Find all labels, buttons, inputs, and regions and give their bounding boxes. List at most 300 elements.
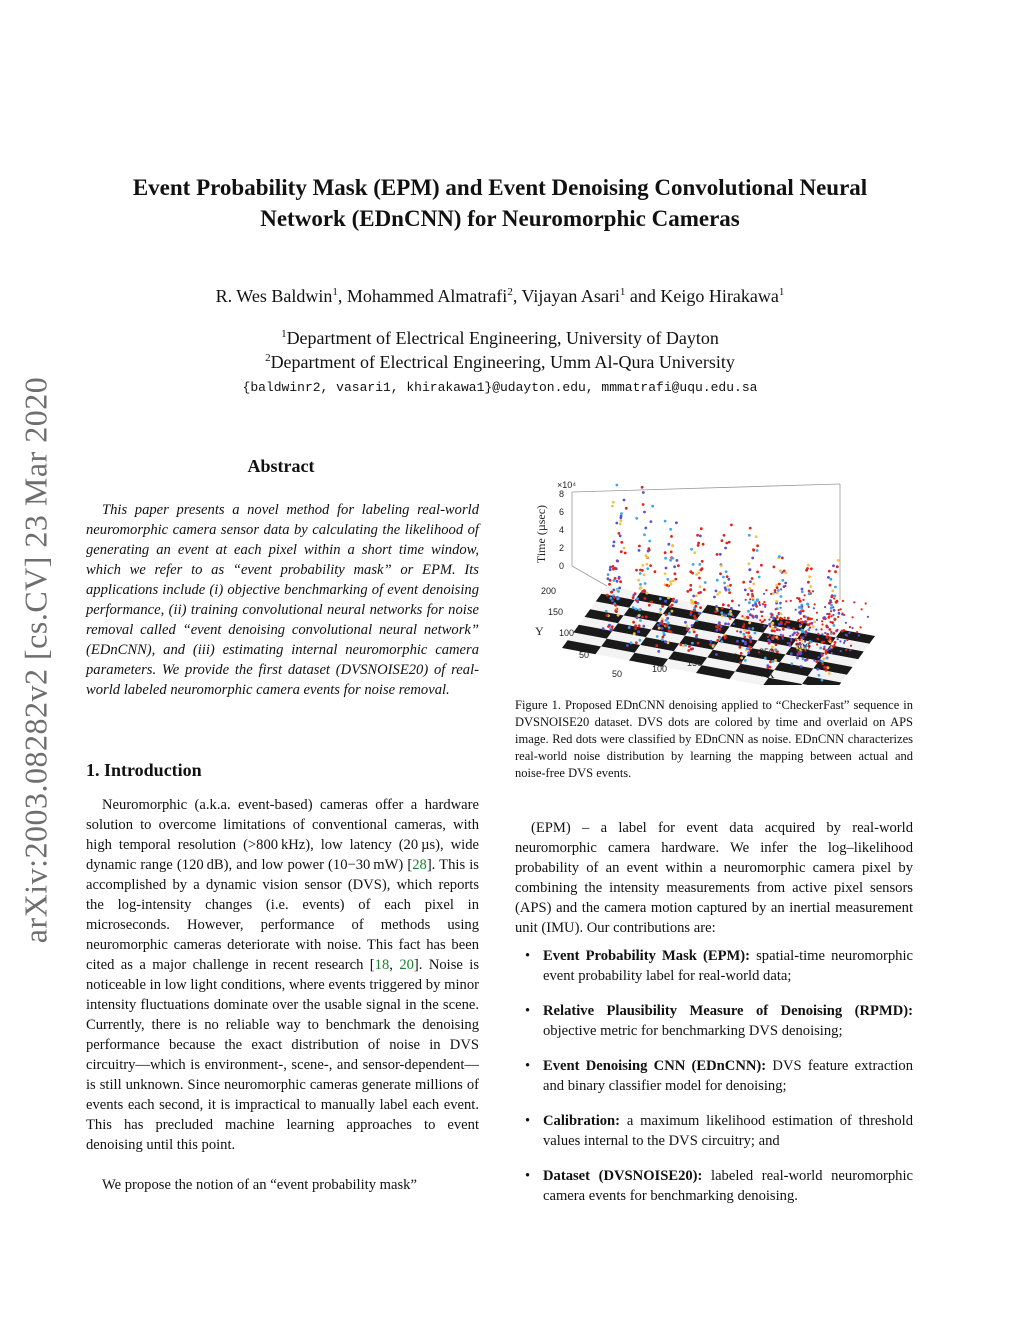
event-dot [747,610,750,613]
event-dot [799,639,801,641]
event-dot [670,551,673,554]
contribution-description: DVS feature extraction and binary classifier model for denoising; [543,1058,913,1094]
event-dot [640,586,643,589]
event-dot [763,601,765,603]
event-dot [644,527,647,530]
event-dot [743,623,745,625]
event-dot [808,592,811,595]
event-dot [756,571,759,574]
event-dot [626,644,629,647]
event-dot [829,621,831,623]
event-dot [684,621,687,624]
event-dot [812,590,814,592]
event-dot [773,566,776,569]
event-dot [756,544,759,547]
contribution-title: Event Denoising CNN (EDnCNN): [543,1058,767,1074]
author-name: Keigo Hirakawa [660,286,779,306]
event-dot [746,616,749,619]
contribution-item [515,946,913,986]
event-dot [634,627,637,630]
event-dot [755,535,758,538]
event-dot [624,552,627,555]
event-dot [747,593,750,596]
event-dot [822,617,824,619]
event-dot [633,632,636,635]
event-dot [769,661,772,664]
contribution-item [515,1056,913,1096]
event-dot [716,593,719,596]
event-dot [834,595,837,598]
event-dot [612,501,615,504]
event-dot [672,580,675,583]
event-dot [781,636,783,638]
event-dot [638,624,641,627]
affiliation-text: Department of Electrical Engineering, University of Dayton [286,328,719,348]
event-dot [674,572,677,575]
event-dot [686,590,689,593]
event-dot [836,565,839,568]
event-dot [648,540,651,543]
event-dot [739,631,742,634]
event-dot [643,533,646,536]
event-dot [807,603,810,606]
event-dot [662,632,665,635]
citation-link[interactable]: 20 [399,957,414,973]
event-dot [830,615,832,617]
author-separator: and [625,286,661,306]
event-dot [823,641,825,643]
event-dot [834,586,837,589]
event-dot [823,666,826,669]
event-dot [836,629,838,631]
event-dot [667,641,670,644]
author-name: Vijayan Asari [521,286,620,306]
event-dot [801,588,804,591]
event-dot [830,610,832,612]
event-dot [691,572,694,575]
event-dot [773,617,776,620]
event-dot [605,610,608,613]
event-dot [762,603,764,605]
event-dot [785,600,787,602]
event-dot [659,608,662,611]
x-tick-label: 50 [612,669,623,679]
citation-link[interactable]: 28 [412,857,427,873]
event-dot [650,601,653,604]
event-dot [783,570,786,573]
event-dot [747,634,750,637]
z-axis-label: Time (µsec) [534,504,548,564]
event-dot [780,634,782,636]
event-dot [796,634,798,636]
x-tick-label: 100 [652,664,668,674]
event-dot [743,633,746,636]
z-tick-label: 8 [559,489,565,499]
event-dot [727,578,730,581]
event-dot [833,609,836,612]
event-dot [638,549,641,552]
event-dot [715,605,718,608]
event-dot [616,484,619,487]
event-dot [811,618,813,620]
event-dot [832,606,834,608]
event-dot [638,608,641,611]
event-dot [664,551,667,554]
event-dot [752,595,754,597]
event-dot [821,620,823,622]
event-dot [817,633,819,635]
event-dot [619,580,622,583]
event-dot [661,638,664,641]
event-dot [802,636,805,639]
event-dot [828,616,831,619]
event-dot [827,639,829,641]
event-dot [641,569,644,572]
event-dot [848,632,850,634]
event-dot [642,625,645,628]
event-dot [834,618,837,621]
event-dot [748,601,751,604]
title-line-1: Event Probability Mask (EPM) and Event Denoising Convolutional Neural [132,175,868,200]
event-dot [720,564,723,567]
event-dot [666,578,669,581]
event-dot [821,660,824,663]
event-dot [727,623,730,626]
event-dot [845,622,847,624]
event-dot [818,674,821,677]
event-dot [724,622,727,625]
event-dot [620,515,623,518]
event-dot [830,631,832,633]
event-dot [615,522,618,525]
event-dot [842,600,844,602]
event-dot [691,624,694,627]
event-dot [771,629,774,632]
event-dot [725,570,728,573]
event-dot [761,621,763,623]
event-dot [833,624,836,627]
event-dot [748,534,751,537]
event-dot [784,582,787,585]
event-dot [639,619,642,622]
event-dot [664,520,667,523]
event-dot [721,539,724,542]
y-tick-label: 50 [579,650,590,660]
event-dot [812,625,815,628]
event-dot [729,610,732,613]
citation-link[interactable]: 18 [374,957,390,973]
contribution-description: objective metric for benchmarking DVS denoising; [543,1023,843,1039]
event-dot [846,639,848,641]
event-dot [686,625,689,628]
event-dot [618,576,621,579]
event-dot [784,585,786,587]
event-dot [716,553,719,556]
event-dot [713,596,716,599]
event-dot [845,634,847,636]
event-dot [778,613,780,615]
event-dot [799,624,801,626]
z-tick-label: 6 [559,507,565,517]
event-dot [816,643,818,645]
event-dot [611,625,614,628]
event-dot [747,631,750,634]
event-dot [671,557,674,560]
event-dot [632,594,635,597]
event-dot [724,586,727,589]
y-tick-label: 100 [559,628,575,638]
event-dot [659,597,662,600]
event-dot [641,486,644,489]
event-dot [639,639,642,642]
event-dot [749,527,752,530]
event-dot [667,621,670,624]
event-dot [784,623,786,625]
event-dot [821,623,823,625]
bullet-icon: • [525,1113,531,1129]
event-dot [752,617,754,619]
event-dot [826,613,828,615]
event-dot [646,592,649,595]
event-dot [809,627,811,629]
event-dot [716,579,719,582]
right-column-paragraph: (EPM) – a label for event data acquired by real-world neuromorphic camera hardware. We infer the log–likelihood probability of an event within a neuromorphic camera pixel by combining the intensity measurements from active pixel sensors (APS) and the camera motion captured by an inertial measurement unit (IMU). Our contributions are: [515,820,913,936]
event-dot [623,499,626,502]
event-dot [719,628,722,631]
event-dot [739,662,742,665]
y-axis-label: Y [535,624,544,638]
event-dot [804,594,806,596]
event-dot [861,608,863,610]
event-dot [787,642,789,644]
event-dot [744,589,747,592]
event-dot [807,618,809,620]
section-heading-introduction: 1. Introduction [86,760,202,780]
event-dot [733,623,735,625]
author-affiliation-mark: 1 [619,286,626,298]
event-dot [796,657,799,660]
event-dot [762,611,764,613]
event-dot [611,505,614,508]
event-dot [774,591,776,593]
contributions-list [515,946,913,1221]
event-dot [728,588,731,591]
event-dot [659,622,662,625]
event-dot [856,631,858,633]
author-affiliation-mark: 1 [332,286,338,298]
event-dot [780,588,782,590]
event-dot [727,604,730,607]
contribution-description: labeled real-world neuromorphic camera events for benchmarking denoising. [543,1168,913,1204]
event-dot [837,616,839,618]
event-dot [780,613,783,616]
event-dot [748,568,751,571]
figure-1-caption: Figure 1. Proposed EDnCNN denoising applied to “CheckerFast” sequence in DVSNOISE20 dataset. DVS dots are colored by time and overlaid on APS image. Red dots were classified by EDnCNN as noise. EDnCNN characterizes real-world noise distribution by learning the mapping between actual and noise-free DVS events. [515,698,913,780]
event-dot [662,623,665,626]
event-dot [815,660,818,663]
event-dot [823,646,825,648]
event-dot [748,587,751,590]
event-dot [695,602,698,605]
event-dot [689,584,692,587]
event-dot [751,577,754,580]
event-dot [728,541,731,544]
event-dot [639,572,642,575]
event-dot [829,647,832,650]
event-dot [718,591,721,594]
author-list [80,286,920,307]
event-dot [840,608,842,610]
event-dot [699,606,702,609]
contribution-item [515,1001,913,1041]
event-dot [800,618,802,620]
event-dot [661,627,664,630]
event-dot [820,653,822,655]
event-dot [616,580,619,583]
event-dot [844,640,846,642]
event-dot [758,601,760,603]
event-dot [811,641,813,643]
event-dot [704,581,707,584]
event-dot [672,598,675,601]
event-dot [632,606,635,609]
event-dot [804,620,806,622]
event-dot [837,559,840,562]
event-dot [614,567,617,570]
event-dot [728,591,731,594]
event-dot [719,553,722,556]
event-dot [721,640,724,643]
event-dot [754,632,757,635]
event-dot [716,629,719,632]
event-dot [651,505,654,508]
event-dot [769,634,771,636]
event-dot [816,619,818,621]
event-dot [825,652,828,655]
event-dot [639,583,642,586]
z-tick-label: 2 [559,543,565,553]
event-dot [772,660,775,663]
event-dot [723,613,726,616]
event-dot [749,637,752,640]
event-dot [751,615,753,617]
event-dot [607,577,610,580]
event-dot [635,517,638,520]
event-dot [769,625,771,627]
event-dot [694,605,697,608]
event-dot [602,627,605,630]
event-dot [726,575,729,578]
event-dot [824,606,826,608]
event-dot [646,567,649,570]
event-dot [779,570,782,573]
contribution-title: Calibration: [543,1113,621,1129]
event-dot [770,593,772,595]
event-dot [613,541,616,544]
event-dot [819,647,822,650]
title-line-2: Network (EDnCNN) for Neuromorphic Cameras [260,206,740,231]
event-dot [795,609,797,611]
event-dot [765,589,767,591]
event-dot [808,590,811,593]
event-dot [826,636,829,639]
y-tick-label: 200 [541,586,557,596]
paper-title [80,172,920,234]
event-dot [740,657,743,660]
event-dot [838,609,840,611]
event-dot [684,644,687,647]
event-dot [778,555,781,558]
event-dot [777,589,780,592]
event-dot [865,602,867,604]
x-axis-label: X [766,667,775,681]
affiliation-2 [80,352,920,373]
event-dot [759,619,761,621]
event-dot [657,650,660,653]
event-dot [813,620,816,623]
event-dot [730,607,733,610]
event-dot [610,591,613,594]
event-dot [775,636,778,639]
event-dot [748,621,751,624]
event-dot [771,623,774,626]
event-dot [691,642,694,645]
event-dot [775,643,778,646]
event-dot [665,624,668,627]
event-dot [749,598,751,600]
event-dot [716,639,719,642]
event-dot [614,604,617,607]
event-dot [830,601,832,603]
event-dot [744,659,747,662]
event-dot [758,576,761,579]
affiliation-text: Department of Electrical Engineering, Umm Al-Qura University [270,352,735,372]
event-dot [650,520,653,523]
event-dot [696,534,699,537]
event-dot [796,597,798,599]
arxiv-identifier: arXiv:2003.08282v2 [cs.CV] 23 Mar 2020 [17,376,54,944]
event-dot [716,608,719,611]
event-dot [697,542,700,545]
event-dot [668,626,671,629]
event-dot [778,583,781,586]
event-dot [807,624,809,626]
event-dot [849,649,851,651]
event-dot [609,597,612,600]
event-dot [790,638,792,640]
event-dot [637,630,640,633]
author-affiliation-mark: 1 [778,286,785,298]
event-dot [838,612,841,615]
event-dot [703,588,706,591]
event-dot [688,645,691,648]
event-dot [675,601,678,604]
top-back-edge [572,484,840,492]
event-dot [759,604,761,606]
event-dot [690,611,693,614]
event-dot [797,620,799,622]
event-dot [679,643,682,646]
event-dot [697,572,700,575]
event-dot [776,586,779,589]
event-dot [834,641,837,644]
event-dot [646,556,649,559]
event-dot [761,615,763,617]
event-dot [746,647,749,650]
event-dot [634,624,637,627]
event-dot [719,637,722,640]
event-dot [620,550,623,553]
